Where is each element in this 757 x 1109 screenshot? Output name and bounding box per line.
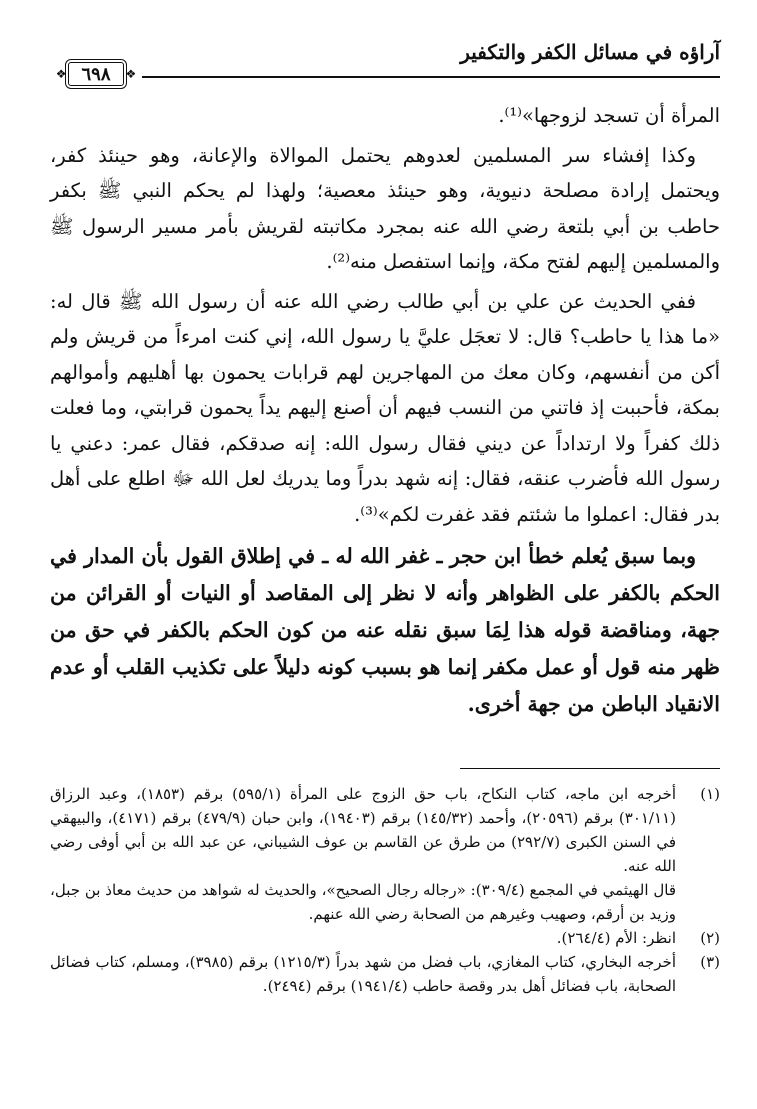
footnote-item bbox=[50, 782, 720, 878]
footnote-separator bbox=[460, 768, 720, 769]
footnote-number: (١) bbox=[700, 785, 720, 803]
paragraph-emphasis: وبما سبق يُعلم خطأ ابن حجر ـ غفر الله له ـ في إطلاق القول بأن المدار في الحكم بالكفر على الظواهر وأنه لا نظر إلى المقاصد أو النيات أو القرائن من جهة، ومناقضة قوله هذا لِمَا سبق نقله عنه من كون الحكم بالكفر في حق من ظهر منه قول أو عمل مكفر إنما هو بسبب كونه دليلاً على تكذيب القلب أو عدم الانقياد الباطن من جهة أخرى. bbox=[50, 544, 720, 716]
header-rule bbox=[50, 76, 720, 78]
page-number-frame bbox=[50, 60, 142, 88]
page-number: ٦٩٨ bbox=[68, 62, 123, 86]
ornament-icon: ❖ bbox=[125, 67, 137, 81]
footnotes bbox=[50, 782, 720, 998]
footnote-number: (٣) bbox=[700, 953, 720, 971]
footnote-item bbox=[50, 950, 720, 998]
ornament-icon: ❖ bbox=[55, 67, 67, 81]
footnote-text: أخرجه ابن ماجه، كتاب النكاح، باب حق الزوج على المرأة (٥٩٥/١) برقم (١٨٥٣)، وعبد الرزاق (٣٠١/١١) برقم (٢٠٥٩٦)، وأحمد (١٤٥/٣٢) برقم (١٩٤٠٣)، وابن حبان (٤٧٩/٩) برقم (٤١٧١)، والبيهقي في السنن الكبرى (٢٩٢/٧) من طرق عن القاسم بن عوف الشيباني، عن عبد الله بن أبي أوفى رضي الله عنه. bbox=[50, 785, 676, 875]
footnote-text: انظر: الأم (٢٦٤/٤). bbox=[556, 929, 676, 947]
paragraph: ففي الحديث عن علي بن أبي طالب رضي الله عنه أن رسول الله ﷺ قال له: «ما هذا يا حاطب؟ قال: لا تعجَل عليَّ يا رسول الله، إني كنت امرءاً من قريش ولم أكن من أنفسهم، وكان معك من المهاجرين لهم قرابات يحمون بها أهليهم وأموالهم بمكة، فأحببت إذ فاتني من النسب فيهم أن أصنع إليهم يداً يحمون قرابتي، وما فعلت ذلك كفراً ولا ارتداداً عن ديني فقال رسول الله: إنه صدقكم، فقال عمر: دعني يا رسول الله فأضرب عنقه، فقال: إنه شهد بدراً وما يدريك لعل الله ﷻ اطلع على أهل بدر فقال: اعملوا ما شئتم فقد غفرت لكم»⁽³⁾. bbox=[50, 289, 720, 526]
running-title: آراؤه في مسائل الكفر والتكفير bbox=[460, 40, 720, 64]
footnote-item bbox=[50, 926, 720, 950]
paragraph: المرأة أن تسجد لزوجها»⁽¹⁾. bbox=[498, 104, 720, 127]
footnote-continuation: قال الهيثمي في المجمع (٣٠٩/٤): «رجاله رجال الصحيح»، والحديث له شواهد من حديث معاذ بن جبل، وزيد بن أرقم، وصهيب وغيرهم من الصحابة رضي الله عنهم. bbox=[50, 881, 676, 923]
footnote-text: أخرجه البخاري، كتاب المغازي، باب فضل من شهد بدراً (١٢١٥/٣) برقم (٣٩٨٥)، ومسلم، كتاب فضائل الصحابة، باب فضائل أهل بدر وقصة حاطب (١٩٤١/٤) برقم (٢٤٩٤). bbox=[50, 953, 676, 995]
main-text bbox=[50, 98, 720, 723]
paragraph: وكذا إفشاء سر المسلمين لعدوهم يحتمل الموالاة والإعانة، وهو حينئذ كفر، ويحتمل إرادة مصلحة دنيوية، وهو حينئذ معصية؛ ولهذا لم يحكم النبي ﷺ بكفر حاطب بن أبي بلتعة رضي الله عنه بمجرد مكاتبته لقريش بأمر مسير الرسول ﷺ والمسلمين إليهم لفتح مكة، وإنما استفصل منه⁽²⁾. bbox=[50, 143, 720, 273]
footnote-number: (٢) bbox=[700, 929, 720, 947]
page-header bbox=[50, 38, 720, 84]
